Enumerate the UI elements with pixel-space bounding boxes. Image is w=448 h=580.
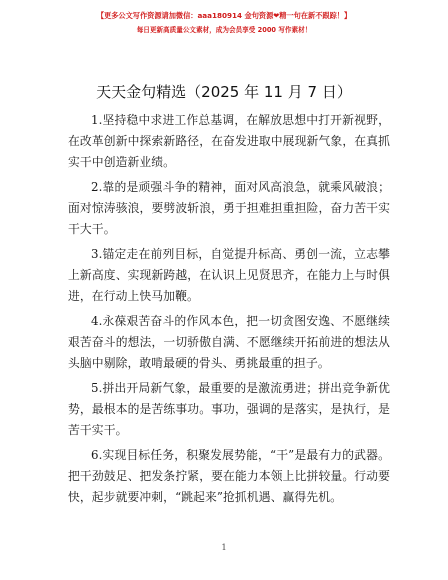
promo-banner <box>0 10 448 36</box>
document-title: 天天金句精选（2025 年 11 月 7 日） <box>96 83 352 101</box>
quote-paragraph-6: 6.实现目标任务，积聚发展势能，“干”是最有力的武器。把干劲鼓足、把发条拧紧，要在能力本领上比拼较量。行动要快，起步就要冲刺，“跳起来”抢抓机遇、赢得先机。 <box>68 448 390 504</box>
quote-paragraph-1: 1.坚持稳中求进工作总基调，在解放思想中打开新视野，在改革创新中探索新路径，在奋发进取中展现新气象，在真抓实干中创造新业绩。 <box>68 113 390 169</box>
quote-paragraph-4: 4.永葆艰苦奋斗的作风本色，把一切贪图安逸、不愿继续艰苦奋斗的想法，一切骄傲自满、不愿继续开拓前进的想法从头脑中剔除，敢啃最硬的骨头、勇挑最重的担子。 <box>68 314 390 370</box>
quote-paragraph-3: 3.锚定走在前列目标，自觉提升标高、勇创一流，立志攀上新高度、实现新跨越，在认识上见贤思齐，在能力上与时俱进，在行动上快马加鞭。 <box>68 247 390 303</box>
promo-banner-line-1: 【更多公文写作资源请加微信：aaa180914 金句资源❤精一句在新不跟踪！】 <box>96 11 352 20</box>
page-number: 1 <box>221 543 227 552</box>
document-body <box>68 110 390 512</box>
quote-paragraph-5: 5.拼出开局新气象，最重要的是激流勇进；拼出竞争新优势，最根本的是苦练事功。事功，强调的是落实，是执行，是苦干实干。 <box>68 381 390 437</box>
quote-paragraph-2: 2.靠的是顽强斗争的精神，面对风高浪急，就乘风破浪；面对惊涛骇浪，要劈波斩浪，勇于担难担重担险，奋力苦干实干大干。 <box>68 180 390 236</box>
promo-banner-line-2: 每日更新高质量公文素材，成为会员享受 2000 写作素材！ <box>136 26 312 34</box>
